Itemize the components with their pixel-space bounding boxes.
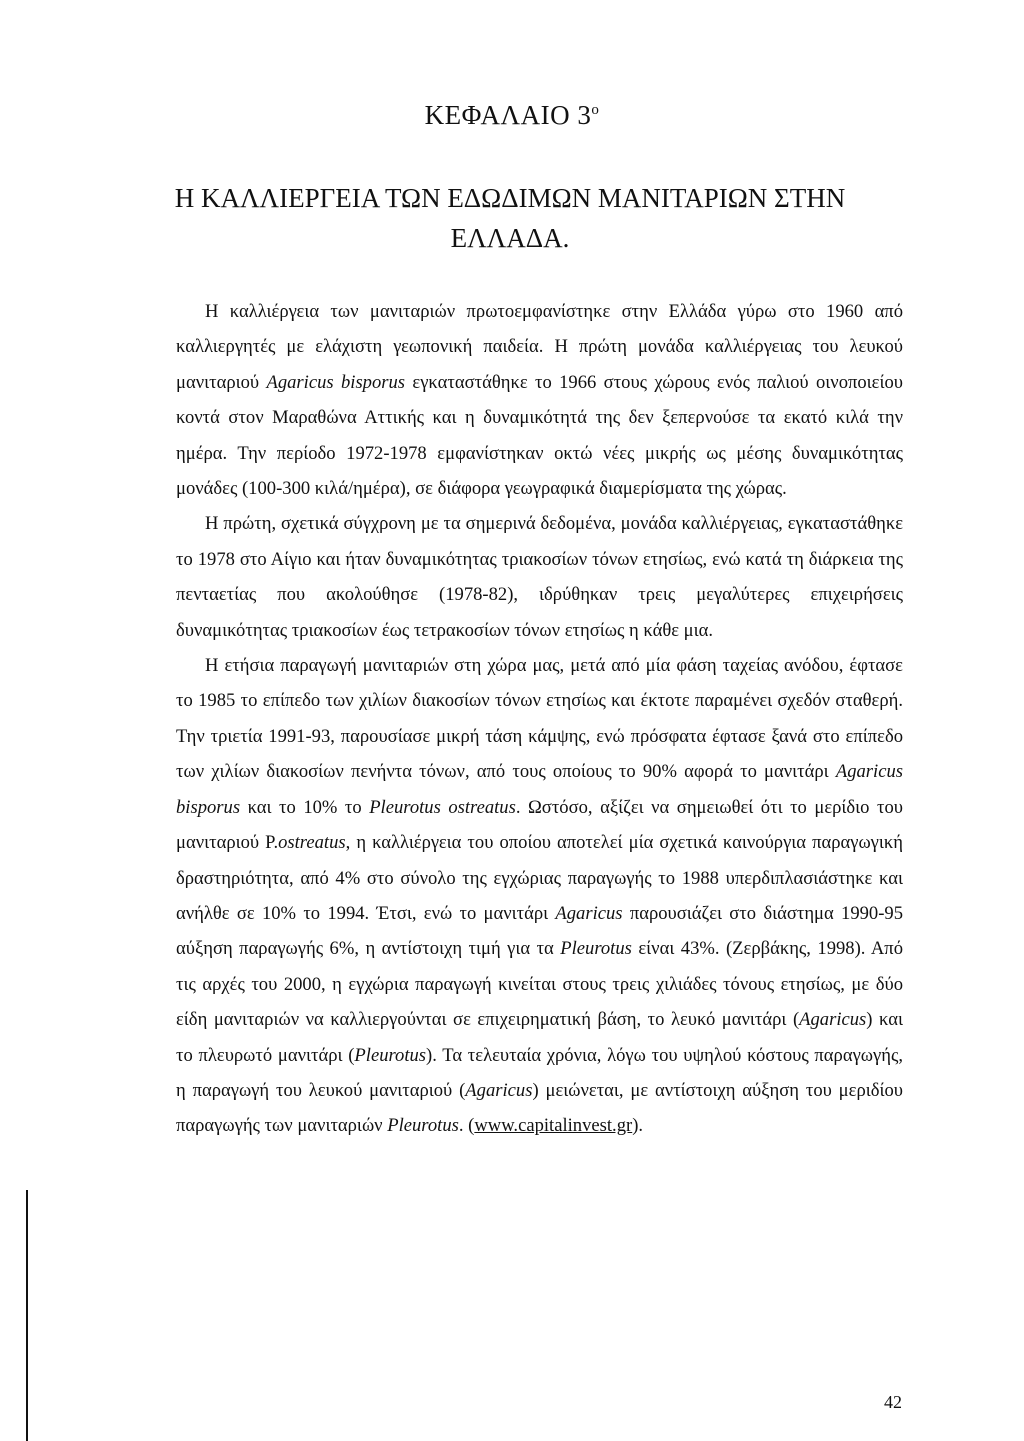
- margin-rule: [26, 1190, 28, 1441]
- paragraph-1: Η καλλιέργεια των μανιταριών πρωτοεμφανίστηκε στην Ελλάδα γύρω στο 1960 από καλλιεργητές με ελάχιστη γεωπονική παιδεία. Η πρώτη μονάδα καλλιέργειας του λευκού μανιταριού Agaricus bisporus εγκαταστάθηκε το 1966 στους χώρους ενός παλιού οινοποιείου κοντά στον Μαραθώνα Αττικής και η δυναμικότητά της δεν ξεπερνούσε τα εκατό κιλά την ημέρα. Την περίοδο 1972-1978 εμφανίστηκαν οκτώ νέες μικρής ως μέσης δυναμικότητας μονάδες (100-300 κιλά/ημέρα), σε διάφορα γεωγραφικά διαμερίσματα της χώρας.: [176, 301, 903, 500]
- paragraph-2: Η πρώτη, σχετικά σύγχρονη με τα σημερινά δεδομένα, μονάδα καλλιέργειας, εγκαταστάθηκε το 1978 στο Αίγιο και ήταν δυναμικότητας τριακοσίων τόνων ετησίως, ενώ κατά τη διάρκεια της πενταετίας που ακολούθησε (1978-82), ιδρύθηκαν τρεις μεγαλύτερες επιχειρήσεις δυναμικότητας τριακοσίων έως τετρακοσίων τόνων ετησίως η κάθε μια.: [176, 513, 903, 641]
- species-name: Agaricus: [799, 1009, 867, 1031]
- species-name: Agaricus bisporus: [176, 761, 903, 818]
- page-number: 42: [884, 1392, 902, 1412]
- species-name: Pleurotus: [387, 1115, 459, 1137]
- chapter-label: ΚΕΦΑΛΑΙΟ $3^o$: [424, 100, 600, 130]
- body-text: [176, 294, 903, 1144]
- species-name: Agaricus: [555, 902, 623, 924]
- species-name: Pleurotus: [560, 938, 632, 960]
- source-link[interactable]: www.capitalinvest.gr: [474, 1115, 633, 1137]
- species-name: Pleurotus: [354, 1044, 427, 1066]
- species-name: Agaricus: [465, 1079, 533, 1101]
- paragraph-3: Η ετήσια παραγωγή μανιταριών στη χώρα μας, μετά από μία φάση ταχείας ανόδου, έφτασε το 1985 το επίπεδο των χιλίων διακοσίων τόνων ετησίως και έκτοτε παραμένει σχεδόν σταθερή. Την τριετία 1991-93, παρουσίασε μικρή τάση κάμψης, ενώ πρόσφατα έφτασε ξανά στο επίπεδο των χιλίων διακοσίων πενήντα τόνων, από τους οποίους το 90% αφορά το μανιτάρι Agaricus bisporus και το 10% το Pleurotus ostreatus. Ωστόσο, αξίζει να σημειωθεί ότι το μερίδιο του μανιταριού P.ostreatus, η καλλιέργεια του οποίου αποτελεί μία σχετικά καινούργια παραγωγική δραστηριότητα, από 4% στο σύνολο της εγχώριας παραγωγής το 1988 υπερδιπλασιάστηκε και ανήλθε σε 10% το 1994. Έτσι, ενώ το μανιτάρι Agaricus παρουσιάζει στο διάστημα 1990-95 αύξηση παραγωγής 6%, η αντίστοιχη τιμή για τα Pleurotus είναι 43%. (Ζερβάκης, 1998). Από τις αρχές του 2000, η εγχώρια παραγωγή κινείται στους τρεις χιλιάδες τόνους ετησίως, με δύο είδη μανιταριών να καλλιεργούνται σε επιχειρηματική βάση, το λευκό μανιτάρι (Agaricus) και το πλευρωτό μανιτάρι (Pleurotus). Τα τελευταία χρόνια, λόγω του υψηλού κόστους παραγωγής, η παραγωγή του λευκού μανιταριού (Agaricus) μειώνεται, με αντίστοιχη αύξηση του μεριδίου παραγωγής των μανιταριών Pleurotus. (www.capitalinvest.gr).: [176, 655, 903, 1137]
- species-name: ostreatus: [278, 832, 346, 854]
- chapter-superscript: ο: [591, 102, 600, 118]
- species-name: Agaricus bisporus: [266, 371, 406, 393]
- chapter-title: Η ΚΑΛΛΙΕΡΓΕΙΑ ΤΩΝ ΕΔΩΔΙΜΩΝ ΜΑΝΙΤΑΡΙΩΝ ΣΤΗΝ ΕΛΛΑΔΑ.: [174, 183, 846, 253]
- species-name: Pleurotus ostreatus: [369, 796, 516, 818]
